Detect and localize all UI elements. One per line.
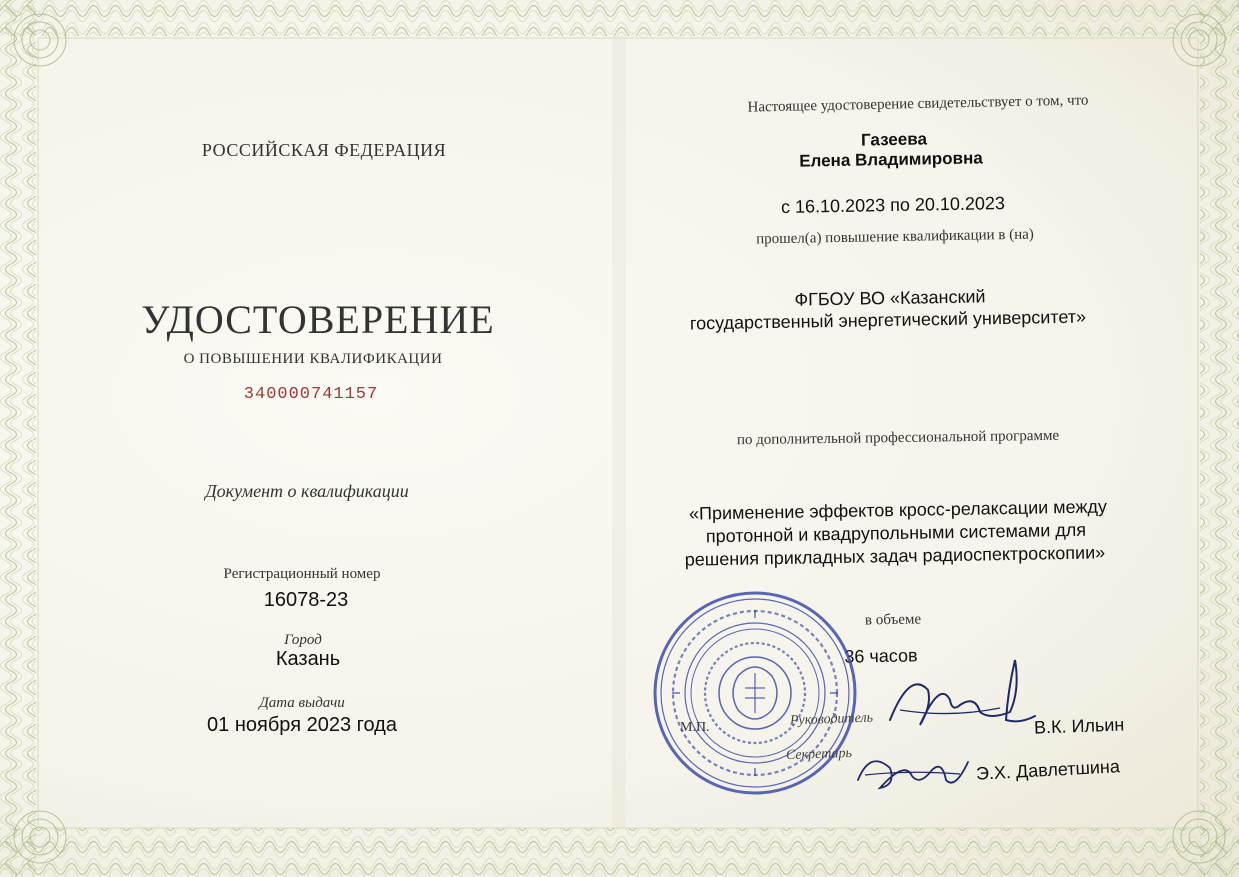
document-subtitle: О ПОВЫШЕНИИ КВАЛИФИКАЦИИ xyxy=(183,351,443,367)
volume-value: 36 часов xyxy=(844,645,918,667)
secretary-label: Секретарь xyxy=(785,745,853,764)
issue-date: 01 ноября 2023 года xyxy=(207,714,397,736)
volume-label: в объеме xyxy=(864,611,922,629)
official-seal xyxy=(650,588,860,798)
head-label: Руководитель xyxy=(789,710,874,729)
organization-line-2: государственный энергетический университет» xyxy=(689,306,1087,334)
completed-label: прошел(а) повышение квалификации в (на) xyxy=(755,226,1034,248)
secretary-signature xyxy=(850,740,980,800)
program-title-line-2: протонной и квадрупольными системами для xyxy=(705,519,1087,547)
recipient-surname: Газеева xyxy=(860,129,928,150)
organization-line-1: ФГБОУ ВО «Казанский xyxy=(794,286,986,310)
secretary-name: Э.Х. Давлетшина xyxy=(975,756,1121,784)
program-title-line-3: решения прикладных задач радиоспектроскопии» xyxy=(684,542,1106,570)
document-title: УДОСТОВЕРЕНИЕ xyxy=(141,297,495,342)
head-signature xyxy=(880,650,1040,745)
head-name: В.К. Ильин xyxy=(1033,714,1125,738)
recipient-given-names: Елена Владимировна xyxy=(799,148,983,171)
program-label: по дополнительной профессиональной программе xyxy=(736,427,1060,449)
city-label: Город xyxy=(284,632,322,648)
document-number: 340000741157 xyxy=(243,385,379,404)
registration-number: 16078-23 xyxy=(263,589,349,611)
registration-label: Регистрационный номер xyxy=(223,566,381,582)
certificate-intro: Настоящее удостоверение свидетельствует о том, что xyxy=(747,92,1089,116)
seal-label: М.П. xyxy=(680,720,710,735)
document-type: Документ о квалификации xyxy=(205,481,409,501)
training-period: с 16.10.2023 по 20.10.2023 xyxy=(780,193,1006,217)
city-value: Казань xyxy=(275,648,341,670)
issue-date-label: Дата выдачи xyxy=(259,695,345,711)
program-title-line-1: «Применение эффектов кросс-релаксации между xyxy=(688,496,1108,524)
country-name: РОССИЙСКАЯ ФЕДЕРАЦИЯ xyxy=(201,140,447,160)
